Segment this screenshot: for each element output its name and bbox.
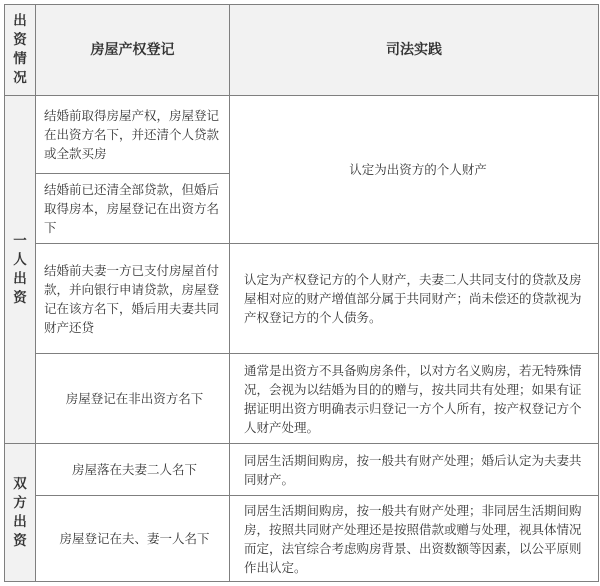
practice-cell: 同居生活期间购房，按一般共有财产处理；婚后认定为夫妻共同财产。 [230,444,599,496]
registration-cell: 结婚前已还清全部贷款，但婚后取得房本，房屋登记在出资方名下 [36,174,230,244]
practice-cell: 认定为出资方的个人财产 [230,96,599,244]
practice-cell: 通常是出资方不具备购房条件，以对方名义购房，若无特殊情况，会视为以结婚为目的的赠与，按共同共有处理；如果有证据证明出资方明确表示归登记一方个人所有，按产权登记方个人财产处理。 [230,354,599,444]
group-both-text: 双方出资 [13,475,27,549]
group-single-text: 一人出资 [13,232,27,306]
registration-cell: 结婚前取得房屋产权，房屋登记在出资方名下，并还清个人贷款或全款买房 [36,96,230,174]
table-row [5,96,599,174]
header-registration: 房屋产权登记 [36,5,230,96]
registration-cell: 结婚前夫妻一方已支付房屋首付款，并向银行申请贷款，房屋登记在该方名下，婚后用夫妻共同财产还贷 [36,244,230,354]
header-practice: 司法实践 [230,5,599,96]
header-row [5,5,599,96]
group-label-single [5,96,36,444]
header-funding [5,5,36,96]
table-row [5,444,599,496]
practice-cell: 认定为产权登记方的个人财产，夫妻二人共同支付的贷款及房屋相对应的财产增值部分属于共同财产；尚未偿还的贷款视为产权登记方的个人债务。 [230,244,599,354]
table-row [5,354,599,444]
header-funding-label: 出资情况 [13,13,27,86]
group-label-both [5,444,36,582]
table-row [5,496,599,582]
practice-cell: 同居生活期间购房，按一般共有财产处理；非同居生活期间购房，按照共同财产处理还是按照借款或赠与处理，视具体情况而定，法官综合考虑购房背景、出资数额等因素，以公平原则作出认定。 [230,496,599,582]
table-row [5,244,599,354]
registration-cell: 房屋落在夫妻二人名下 [36,444,230,496]
property-table [4,4,599,582]
registration-cell: 房屋登记在夫、妻一人名下 [36,496,230,582]
registration-cell: 房屋登记在非出资方名下 [36,354,230,444]
